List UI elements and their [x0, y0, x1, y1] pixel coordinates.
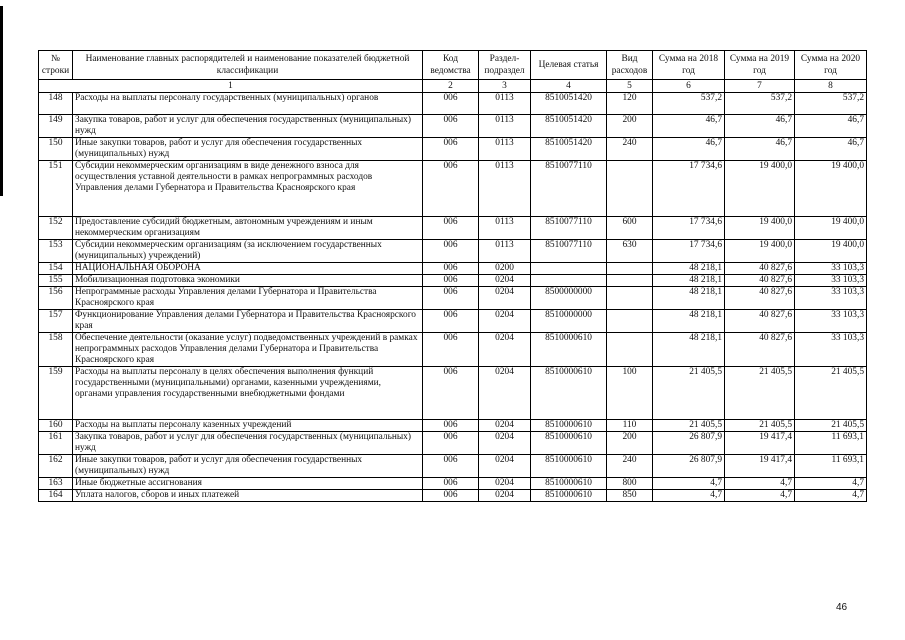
- table-row: [39, 115, 867, 138]
- row-ved: 006: [423, 93, 479, 115]
- table-row: [39, 217, 867, 240]
- column-index-cell: 3: [479, 80, 531, 93]
- row-cs: 8510000610: [531, 420, 607, 432]
- column-index-cell: 5: [607, 80, 653, 93]
- table-row: [39, 287, 867, 310]
- table-row: [39, 263, 867, 275]
- row-cs: 8510077110: [531, 217, 607, 240]
- row-vr: [607, 263, 653, 275]
- row-razdel: 0113: [479, 217, 531, 240]
- row-sum-2018: 48 218,1: [653, 263, 725, 275]
- row-ved: 006: [423, 240, 479, 263]
- row-cs: 8510000610: [531, 478, 607, 490]
- row-sum-2019: 40 827,6: [725, 287, 795, 310]
- row-name: Расходы на выплаты персоналу в целях обеспечения выполнения функций государственными (муниципальными) органами, казенными учреждениями, органами управления государственными внебюджетными фондами: [73, 367, 423, 420]
- row-name: Субсидии некоммерческим организациям в виде денежного взноса для осуществления уставной деятельности в рамках непрограммных расходов Управления делами Губернатора и Правительства Красноярского края: [73, 161, 423, 217]
- row-sum-2019: 40 827,6: [725, 310, 795, 333]
- row-number: 153: [39, 240, 73, 263]
- row-cs: 8510051420: [531, 138, 607, 161]
- table-row: [39, 420, 867, 432]
- row-number: 155: [39, 275, 73, 287]
- row-sum-2020: 11 693,1: [795, 432, 867, 455]
- table-row: [39, 478, 867, 490]
- row-sum-2018: 537,2: [653, 93, 725, 115]
- row-vr: [607, 161, 653, 217]
- row-sum-2019: 19 417,4: [725, 432, 795, 455]
- header-sum-2019: Сумма на 2019 год: [725, 51, 795, 80]
- row-name: Обеспечение деятельности (оказание услуг) подведомственных учреждений в рамках непрограммных расходов Управления делами Губернатора и Правительства Красноярского края: [73, 333, 423, 367]
- row-number: 157: [39, 310, 73, 333]
- row-number: 158: [39, 333, 73, 367]
- row-sum-2018: 4,7: [653, 478, 725, 490]
- row-sum-2020: 11 693,1: [795, 455, 867, 478]
- row-cs: [531, 263, 607, 275]
- row-sum-2019: 40 827,6: [725, 275, 795, 287]
- row-ved: 006: [423, 217, 479, 240]
- row-ved: 006: [423, 138, 479, 161]
- row-cs: 8510000610: [531, 333, 607, 367]
- table-body: [39, 93, 867, 502]
- row-number: 160: [39, 420, 73, 432]
- row-sum-2018: 46,7: [653, 138, 725, 161]
- row-sum-2020: 537,2: [795, 93, 867, 115]
- row-sum-2018: 17 734,6: [653, 217, 725, 240]
- table-row: [39, 455, 867, 478]
- row-sum-2020: 33 103,3: [795, 333, 867, 367]
- row-number: 162: [39, 455, 73, 478]
- row-cs: 8510051420: [531, 115, 607, 138]
- row-name: Расходы на выплаты персоналу казенных учреждений: [73, 420, 423, 432]
- header-sum-2020: Сумма на 2020 год: [795, 51, 867, 80]
- row-cs: 8510051420: [531, 93, 607, 115]
- row-sum-2020: 19 400,0: [795, 240, 867, 263]
- row-ved: 006: [423, 115, 479, 138]
- row-sum-2018: 21 405,5: [653, 420, 725, 432]
- row-vr: [607, 310, 653, 333]
- row-number: 148: [39, 93, 73, 115]
- row-razdel: 0204: [479, 275, 531, 287]
- table-row: [39, 490, 867, 502]
- row-sum-2020: 33 103,3: [795, 310, 867, 333]
- column-index-cell: 1: [39, 80, 423, 93]
- row-sum-2020: 46,7: [795, 138, 867, 161]
- row-sum-2020: 33 103,3: [795, 275, 867, 287]
- row-sum-2018: 48 218,1: [653, 310, 725, 333]
- row-number: 149: [39, 115, 73, 138]
- row-sum-2019: 4,7: [725, 490, 795, 502]
- row-razdel: 0113: [479, 115, 531, 138]
- row-sum-2020: 4,7: [795, 478, 867, 490]
- row-sum-2019: 21 405,5: [725, 367, 795, 420]
- row-cs: 8510077110: [531, 161, 607, 217]
- row-sum-2020: 21 405,5: [795, 420, 867, 432]
- table-row: [39, 161, 867, 217]
- row-sum-2019: 46,7: [725, 138, 795, 161]
- table-row: [39, 93, 867, 115]
- header-name: Наименование главных распорядителей и наименование показателей бюджетной классификации: [73, 51, 423, 80]
- row-number: 154: [39, 263, 73, 275]
- row-sum-2019: 19 400,0: [725, 217, 795, 240]
- row-name: Предоставление субсидий бюджетным, автономным учреждениям и иным некоммерческим организациям: [73, 217, 423, 240]
- budget-table: [38, 50, 867, 502]
- row-ved: 006: [423, 490, 479, 502]
- row-sum-2018: 26 807,9: [653, 432, 725, 455]
- row-cs: 8510000610: [531, 367, 607, 420]
- row-sum-2018: 21 405,5: [653, 367, 725, 420]
- row-razdel: 0113: [479, 138, 531, 161]
- row-vr: 200: [607, 432, 653, 455]
- row-vr: 100: [607, 367, 653, 420]
- row-cs: 8510000610: [531, 432, 607, 455]
- row-razdel: 0113: [479, 240, 531, 263]
- row-vr: 120: [607, 93, 653, 115]
- row-sum-2018: 26 807,9: [653, 455, 725, 478]
- row-name: Непрограммные расходы Управления делами Губернатора и Правительства Красноярского края: [73, 287, 423, 310]
- row-name: Иные бюджетные ассигнования: [73, 478, 423, 490]
- row-ved: 006: [423, 367, 479, 420]
- table-row: [39, 367, 867, 420]
- row-sum-2018: 48 218,1: [653, 333, 725, 367]
- row-razdel: 0204: [479, 478, 531, 490]
- row-razdel: 0204: [479, 367, 531, 420]
- row-vr: 240: [607, 138, 653, 161]
- row-ved: 006: [423, 455, 479, 478]
- row-sum-2018: 17 734,6: [653, 240, 725, 263]
- row-razdel: 0204: [479, 333, 531, 367]
- row-sum-2020: 19 400,0: [795, 161, 867, 217]
- row-vr: [607, 275, 653, 287]
- row-sum-2019: 40 827,6: [725, 333, 795, 367]
- row-ved: 006: [423, 310, 479, 333]
- row-razdel: 0204: [479, 455, 531, 478]
- row-cs: 8500000000: [531, 287, 607, 310]
- row-name: Иные закупки товаров, работ и услуг для обеспечения государственных (муниципальных) нужд: [73, 138, 423, 161]
- margin-mark: [0, 6, 3, 196]
- row-name: Закупка товаров, работ и услуг для обеспечения государственных (муниципальных) нужд: [73, 432, 423, 455]
- row-sum-2020: 46,7: [795, 115, 867, 138]
- column-index-cell: 6: [653, 80, 725, 93]
- row-cs: 8510000610: [531, 455, 607, 478]
- row-number: 150: [39, 138, 73, 161]
- column-index-cell: 2: [423, 80, 479, 93]
- row-vr: 630: [607, 240, 653, 263]
- row-number: 151: [39, 161, 73, 217]
- row-name: Субсидии некоммерческим организациям (за исключением государственных (муниципальных) учреждений): [73, 240, 423, 263]
- row-sum-2020: 19 400,0: [795, 217, 867, 240]
- row-sum-2020: 33 103,3: [795, 287, 867, 310]
- row-ved: 006: [423, 275, 479, 287]
- row-ved: 006: [423, 432, 479, 455]
- row-name: Функционирование Управления делами Губернатора и Правительства Красноярского края: [73, 310, 423, 333]
- row-name: Мобилизационная подготовка экономики: [73, 275, 423, 287]
- column-index-cell: 8: [795, 80, 867, 93]
- header-ved: Код ведомства: [423, 51, 479, 80]
- page-number: 46: [836, 602, 848, 613]
- row-name: НАЦИОНАЛЬНАЯ ОБОРОНА: [73, 263, 423, 275]
- header-cs: Целевая статья: [531, 51, 607, 80]
- row-razdel: 0204: [479, 432, 531, 455]
- row-number: 152: [39, 217, 73, 240]
- table-row: [39, 138, 867, 161]
- row-name: Закупка товаров, работ и услуг для обеспечения государственных (муниципальных) нужд: [73, 115, 423, 138]
- row-sum-2019: 19 417,4: [725, 455, 795, 478]
- row-vr: 110: [607, 420, 653, 432]
- row-sum-2020: 33 103,3: [795, 263, 867, 275]
- row-sum-2019: 40 827,6: [725, 263, 795, 275]
- row-ved: 006: [423, 161, 479, 217]
- table-header-row: [39, 51, 867, 80]
- row-name: Иные закупки товаров, работ и услуг для обеспечения государственных (муниципальных) нужд: [73, 455, 423, 478]
- row-ved: 006: [423, 478, 479, 490]
- row-number: 163: [39, 478, 73, 490]
- row-razdel: 0113: [479, 93, 531, 115]
- row-ved: 006: [423, 333, 479, 367]
- header-sum-2018: Сумма на 2018 год: [653, 51, 725, 80]
- row-sum-2019: 537,2: [725, 93, 795, 115]
- header-num: № строки: [39, 51, 73, 80]
- row-vr: 850: [607, 490, 653, 502]
- row-name: Уплата налогов, сборов и иных платежей: [73, 490, 423, 502]
- table-row: [39, 310, 867, 333]
- row-number: 156: [39, 287, 73, 310]
- row-cs: 8510000000: [531, 310, 607, 333]
- budget-table-sheet: [38, 50, 866, 502]
- row-sum-2018: 4,7: [653, 490, 725, 502]
- row-sum-2018: 48 218,1: [653, 287, 725, 310]
- row-ved: 006: [423, 420, 479, 432]
- table-row: [39, 240, 867, 263]
- row-number: 161: [39, 432, 73, 455]
- column-index-row: [39, 80, 867, 93]
- row-vr: 200: [607, 115, 653, 138]
- row-razdel: 0204: [479, 490, 531, 502]
- row-sum-2019: 19 400,0: [725, 240, 795, 263]
- row-number: 164: [39, 490, 73, 502]
- row-sum-2018: 46,7: [653, 115, 725, 138]
- row-razdel: 0200: [479, 263, 531, 275]
- table-row: [39, 333, 867, 367]
- row-vr: 240: [607, 455, 653, 478]
- row-ved: 006: [423, 263, 479, 275]
- row-razdel: 0113: [479, 161, 531, 217]
- column-index-cell: 7: [725, 80, 795, 93]
- row-sum-2019: 21 405,5: [725, 420, 795, 432]
- row-sum-2020: 21 405,5: [795, 367, 867, 420]
- row-ved: 006: [423, 287, 479, 310]
- row-razdel: 0204: [479, 310, 531, 333]
- row-vr: [607, 333, 653, 367]
- row-vr: 600: [607, 217, 653, 240]
- row-cs: [531, 275, 607, 287]
- row-razdel: 0204: [479, 287, 531, 310]
- row-name: Расходы на выплаты персоналу государственных (муниципальных) органов: [73, 93, 423, 115]
- row-sum-2020: 4,7: [795, 490, 867, 502]
- row-razdel: 0204: [479, 420, 531, 432]
- row-sum-2019: 19 400,0: [725, 161, 795, 217]
- row-vr: [607, 287, 653, 310]
- table-row: [39, 432, 867, 455]
- row-sum-2019: 4,7: [725, 478, 795, 490]
- column-index-cell: 4: [531, 80, 607, 93]
- row-number: 159: [39, 367, 73, 420]
- row-sum-2019: 46,7: [725, 115, 795, 138]
- row-sum-2018: 17 734,6: [653, 161, 725, 217]
- table-row: [39, 275, 867, 287]
- row-sum-2018: 48 218,1: [653, 275, 725, 287]
- row-cs: 8510000610: [531, 490, 607, 502]
- row-cs: 8510077110: [531, 240, 607, 263]
- header-vr: Вид расходов: [607, 51, 653, 80]
- row-vr: 800: [607, 478, 653, 490]
- header-razdel: Раздел- подраздел: [479, 51, 531, 80]
